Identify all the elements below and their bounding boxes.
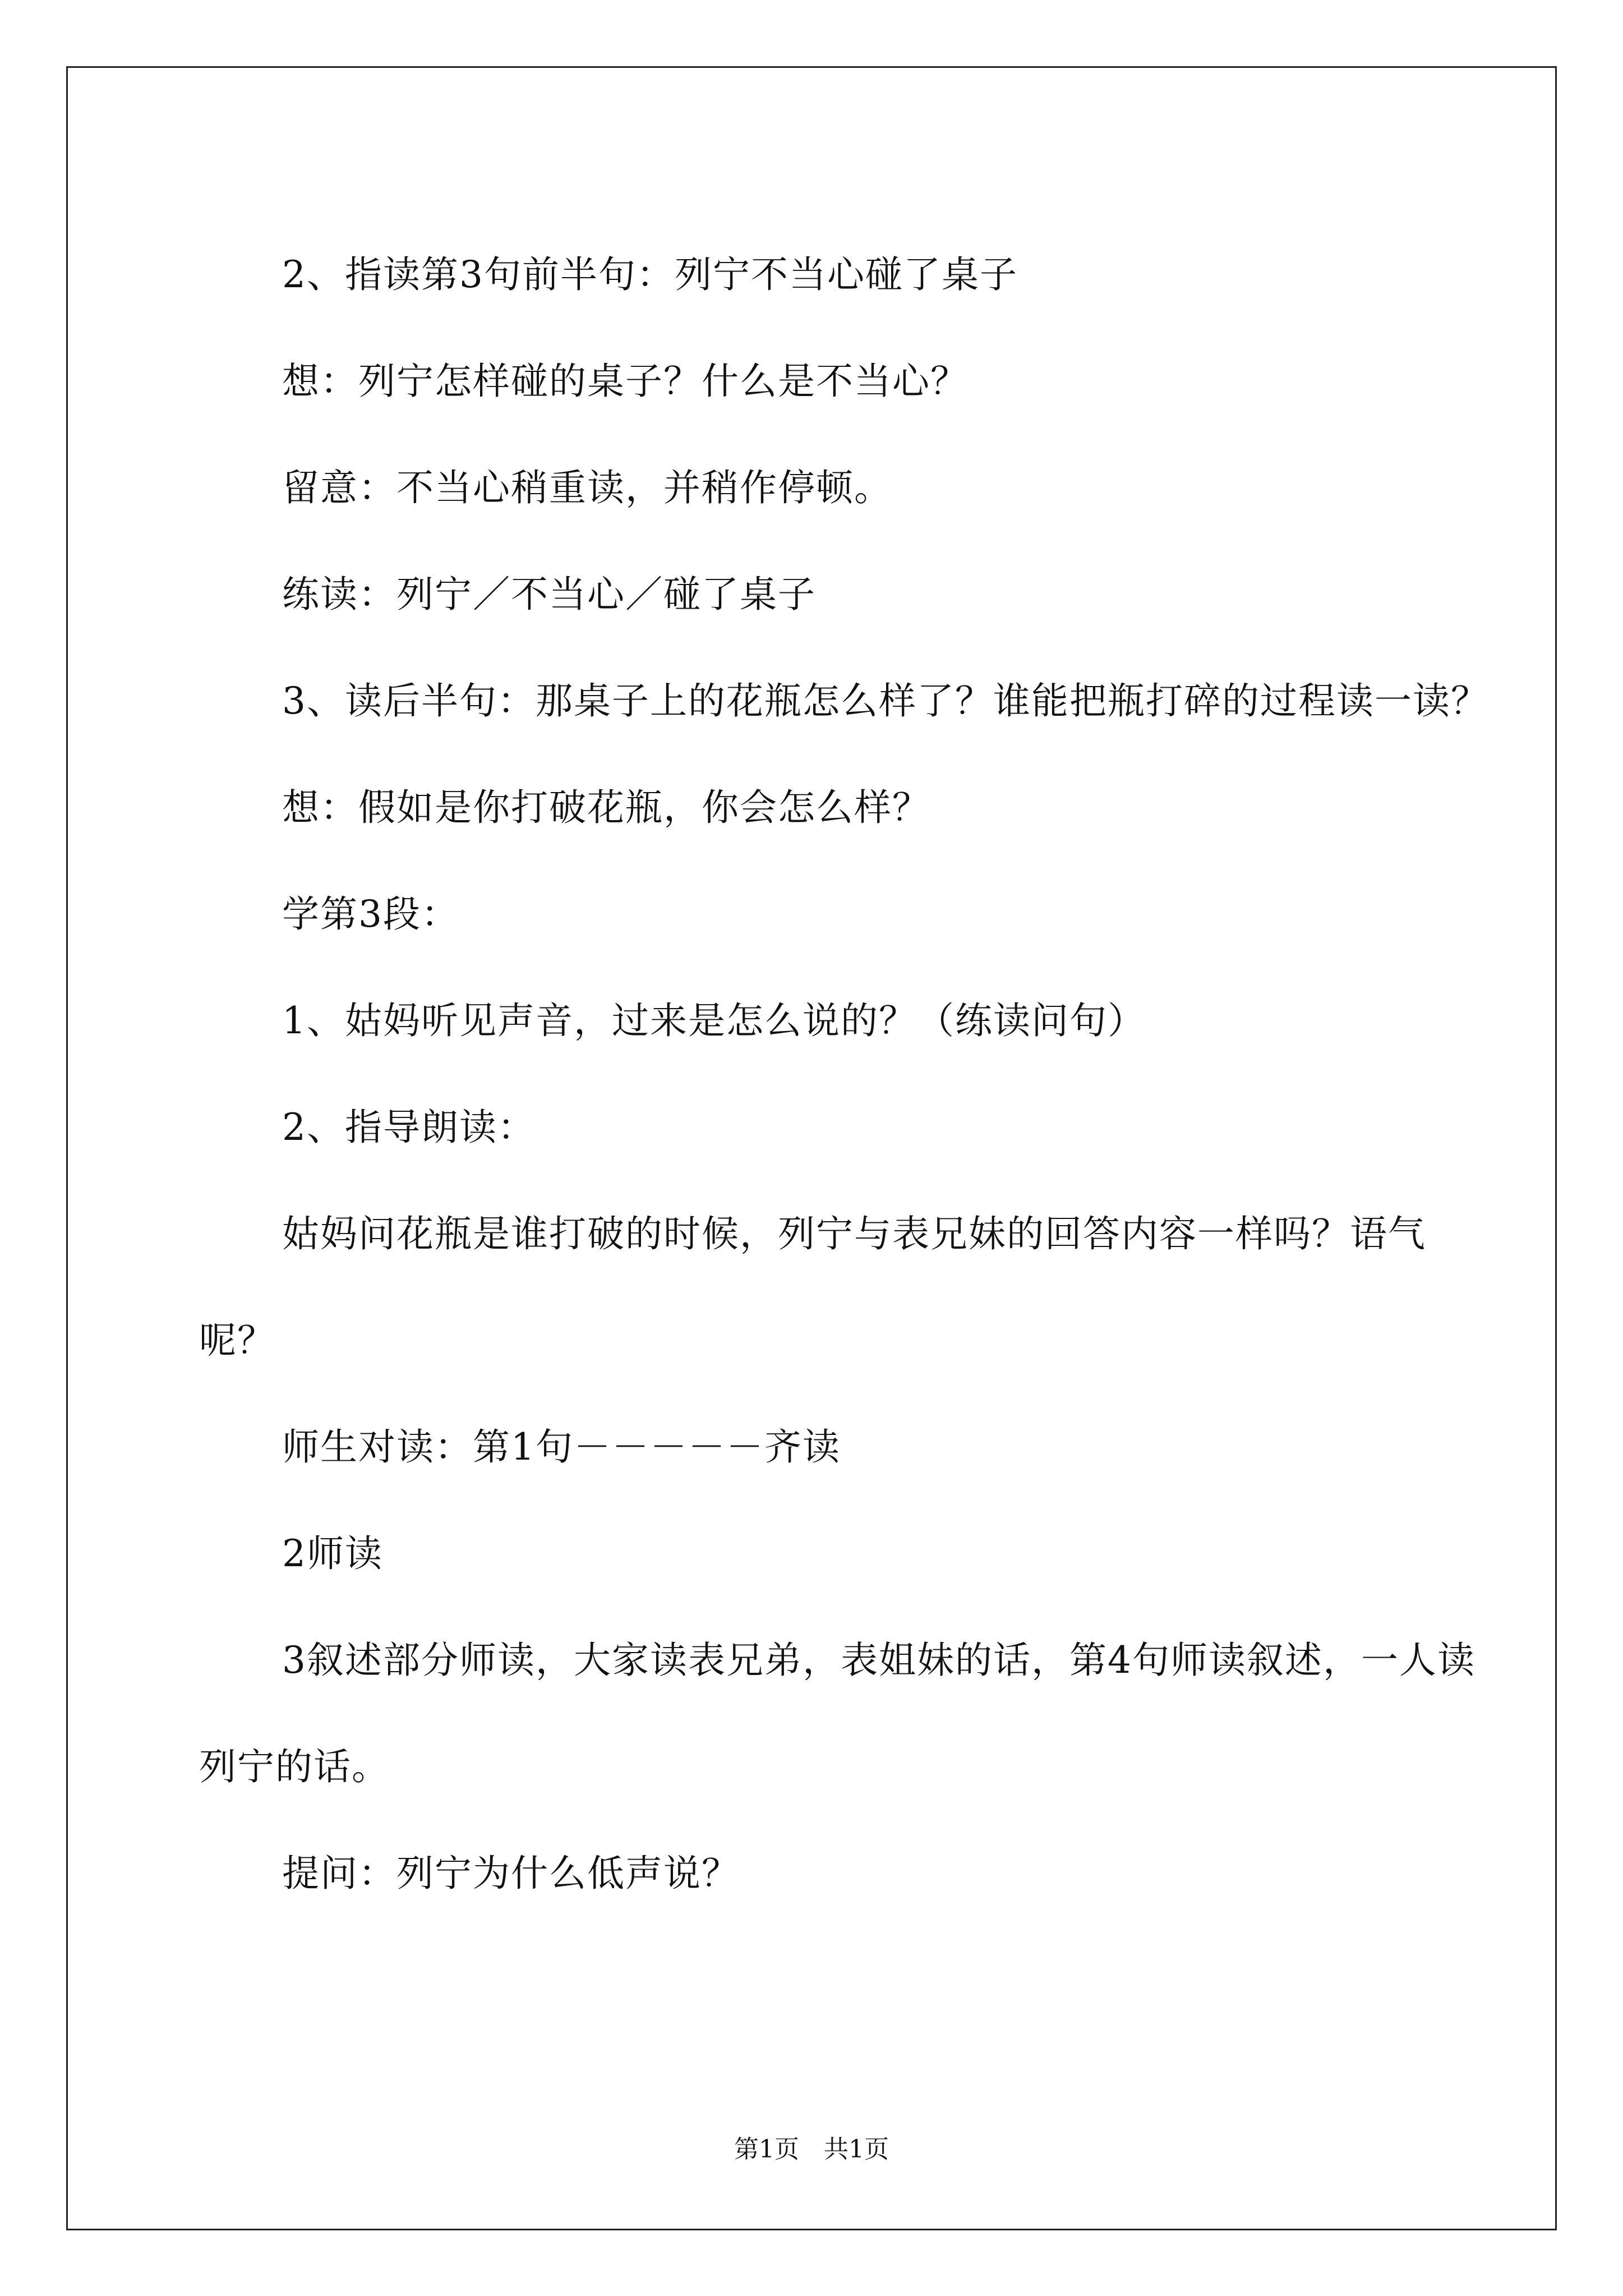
paragraph: 学第3段： [282, 892, 459, 936]
paragraph: 3、读后半句：那桌子上的花瓶怎么样了？谁能把瓶打碎的过程读一读？ [282, 679, 1489, 723]
paragraph: 练读：列宁／不当心／碰了桌子 [282, 573, 816, 616]
paragraph: 姑妈问花瓶是谁打破的时候，列宁与表兄妹的回答内容一样吗？语气呢？ [199, 1212, 1426, 1362]
paragraph: 3叙述部分师读，大家读表兄弟，表姐妹的话，第4句师读叙述，一人读列宁的话。 [199, 1639, 1476, 1788]
document-body [199, 222, 1500, 1927]
page-number-footer: 第1页 共1页 [734, 2135, 889, 2164]
paragraph: 2、指导朗读： [282, 1106, 536, 1149]
paragraph: 2、指读第3句前半句：列宁不当心碰了桌子 [282, 253, 1018, 296]
paragraph: 1、姑妈听见声音，过来是怎么说的？（练读问句） [282, 999, 1146, 1042]
paragraph: 提问：列宁为什么低声说？ [282, 1852, 740, 1895]
paragraph: 师生对读：第1句－－－－－齐读 [282, 1425, 841, 1469]
paragraph: 留意：不当心稍重读，并稍作停顿。 [282, 466, 892, 509]
paragraph: 想：列宁怎样碰的桌子？什么是不当心？ [282, 360, 969, 403]
paragraph: 想：假如是你打破花瓶，你会怎么样？ [282, 786, 930, 829]
paragraph: 2师读 [282, 1532, 383, 1575]
